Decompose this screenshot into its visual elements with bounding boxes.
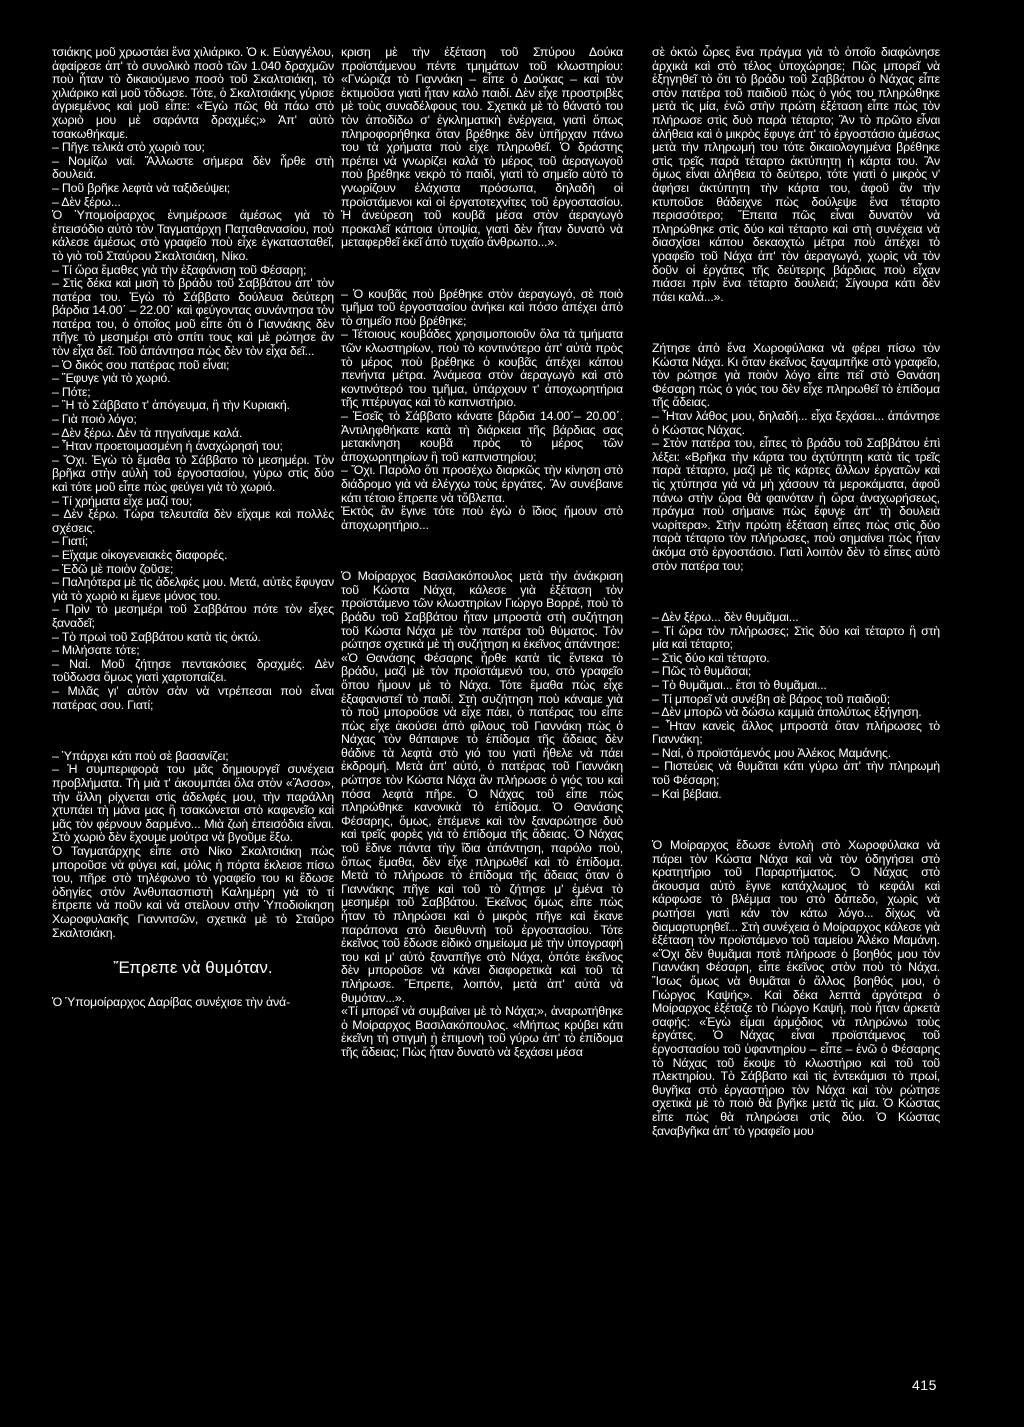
paragraph: – Ἦταν προετοιμασμένη ἡ ἀναχώρησή του;: [52, 439, 283, 454]
paragraph: – Τί χρήματα εἶχε μαζί του;: [52, 493, 193, 508]
paragraph: – Μιλᾶς γι' αὐτὸν σὰν νὰ ντρέπεσαι ποὺ εἶναι πατέρας σου. Γιατί;: [52, 683, 334, 712]
paragraph: «Ὁ Θανάσης Φέσαρης ἦρθε κατὰ τὶς ἔντεκα τὸ βράδυ, μαζὶ μὲ τὸν προϊστάμενό του, στὸ γραφεῖο ὅπου ἤμουν μὲ τὸ Νάχα. Τότε ἔμαθα πὼς εἶχε ἐξαφανιστεῖ τὸ παιδί. Στὴ συζήτηση ποὺ κάναμε γιὰ τὸ ποῦ μποροῦσε νὰ εἶχε πάει, ὁ πατέρας του εἶπε πὼς εἶχε ἀκούσει ἀπὸ φίλους τοῦ Γιαννάκη πὼς ὁ Νάχας τὸν θάπαιρνε τὸ ἐπίδομα τῆς ἄδειας δὲν θάδινε τὰ λεφτὰ στὸ γιό του γιατὶ ἤθελε νὰ πάει ἐκδρομή. Μετὰ ἀπ' αὐτό, ὁ πατέρας τοῦ Γιαννάκη ρώτησε τὸν Κώστα Νάχα ἂν πλήρωσε ὁ γιός του καὶ πόσα λεφτὰ πῆρε. Ὁ Νάχας τοῦ εἶπε πὼς πληρώθηκε κανονικὰ τὸ ἐπίδομα. Ὁ Θανάσης Φέσαρης, ὅμως, ἐπέμενε καὶ τὸν ξαναρώτησε δυὸ καὶ τρεῖς φορὲς γιὰ τὸ ἐπίδομα τῆς ἄδειας. Ὁ Νάχας τοῦ ἔδινε πάντα τὴν ἴδια ἀπάντηση, παρόλο ποὺ, ὅπως ἔμαθα, δὲν εἶχε πληρωθεῖ καὶ τὸ ἐπίδομα. Μετὰ τὸ πλήρωσε τὸ ἐπίδομα τῆς ἄδειας ὅταν ὁ Γιαννάκης πῆγε καὶ τοῦ τὸ ζήτησε μ' ἐμένα τὸ μεσημέρι τοῦ Σαββάτου. Ἐκεῖνος ὅμως εἶπε πὼς ἦταν τὸ πληρώσει καὶ ὁ μικρὸς πῆγε καὶ ἔκανε παράπονα στὸ διευθυντὴ τοῦ ἐργοστασίου. Τότε ἐκεῖνος τοῦ ἔδωσε εἰδικὸ σημείωμα μὲ τὴν ὑπογραφή του καὶ μ' αὐτὸ ξαναπῆγε στὸ Νάχα, ὁπότε ἐκεῖνος δὲν μποροῦσε νὰ κάνει διαφορετικὰ καὶ τοῦ τὰ πλήρωσε. Ἔπρεπε, λοιπόν, μετὰ ἀπ' αὐτὰ νὰ θυμόταν...».: [341, 650, 623, 1005]
page-number: 415: [912, 1377, 937, 1393]
paragraph: – Τί ὥρα ἔμαθες γιὰ τὴν ἐξαφάνιση τοῦ Φέσαρη;: [52, 262, 307, 277]
paragraph-gap: [652, 586, 940, 599]
paragraph: Ὁ Μοίραρχος ἔδωσε ἐντολὴ στὸ Χωροφύλακα νὰ πάρει τὸν Κώστα Νάχα καὶ νὰ τὸν ὁδηγήσει στὸ κρατητήριο τοῦ Παραρτήματος. Ὁ Νάχας στὸ ἄκουσμα αὐτὸ ἔγινε κατάχλωμος τὸ κεφάλι καὶ κάρφωσε τὸ βλέμμα του στὸ δάπεδο, χωρὶς νὰ ρωτήσει γιατὶ κάν τὸν κάτω λόγο... δίχως νὰ διαμαρτυρηθεῖ... Στὴ συνέχεια ὁ Μοίραρχος κάλεσε γιὰ ἐξέταση τὸν προϊστάμενο τοῦ ταμείου Ἀλέκο Μαμάνη. «Ὄχι δὲν θυμᾶμαι ποτὲ πλήρωσε ὁ βοηθός μου τὸν Γιαννάκη Φέσαρη, εἶπε ἐκεῖνος στὸν ποὺ τὸ Νάχα. Ἴσως ὅμως νὰ θυμᾶται ὁ ἄλλος βοηθός μου, ὁ Γιώργος Καψής». Καὶ δέκα λεπτὰ ἀργότερα ὁ Μοίραρχος ἐξέταζε τὸ Γιώργο Καψή, ποὺ ἦταν ἀρκετὰ σαφής: «Ἐγὼ εἶμαι ἀρμόδιος νὰ πληρώνω τοὺς ἐργάτες. Ὁ Νάχας εἶναι προϊστάμενος τοῦ ἐργοστασίου τοῦ ὑφαντηρίου – εἶπε – ἐνῶ ὁ Φέσαρης τὸ Νάχας τοῦ ἔκοψε τὸ κλωστήριο καὶ τοῦ τοῦ πλεκτηρίου. Τὸ Σάββατο καὶ τὶς ἐντεκάμισι τὸ πρωί, θυγῆκα στὸ ἐργαστήριο τὸν Νάχα καὶ τὸν ρώτησε σχετικὰ μὲ τὸ ποιὸ θὰ βγῆκε μετὰ τὶς μία. Ὁ Κώστας εἶπε πὼς θὰ πληρώσει στὶς δύο. Ὁ Κώστας ξαναβγῆκα ἀπ' τὸ γραφεῖο μου: [652, 838, 940, 1138]
paragraph: – Δὲν ξέρω. Δὲν τὰ πηγαίναμε καλά.: [52, 425, 243, 440]
paragraph: – Πότε;: [52, 384, 91, 399]
paragraph: – Πῆγε τελικὰ στὸ χωριὸ του;: [52, 140, 205, 155]
paragraph: – Τὸ θυμᾶμαι... ἔτσι τὸ θυμᾶμαι...: [652, 677, 827, 692]
heading-gap: [52, 940, 334, 958]
paragraph: Ὁ Ταγματάρχης εἶπε στὸ Νίκο Σκαλτσιάκη πὼς μποροῦσε νὰ φύγει καί, μόλις ἡ πόρτα ἔκλεισε πίσω του, πῆρε στὸ τηλέφωνο τὸ γραφεῖο του κι ἔδωσε ὁδηγίες στὸν Ἀνθυπασπιστὴ Καλημέρη γιὰ τὸ τί ἔπρεπε νὰ ποῦν καὶ νὰ στείλουν στὴν Ὑποδιοίκηση Χωροφυλακῆς Γιαννιτσῶν, σχετικὰ μὲ τὸ Σταῦρο Σκαλτσιάκη.: [52, 844, 334, 940]
text-column-2: [341, 46, 623, 1060]
text-column-3: [652, 46, 940, 1138]
paragraph: – Εἴχαμε οἰκογενειακὲς διαφορές.: [52, 547, 228, 562]
paragraph-gap: [652, 317, 940, 330]
paragraph: – Ὁ κουβᾶς ποὺ βρέθηκε στὸν ἀεραγωγό, σὲ ποιὸ τμῆμα τοῦ ἐργοστασίου ἀνήκει καὶ πόσο ἀπέχει ἀπὸ τὸ σημεῖο ποὺ βρέθηκε;: [341, 286, 623, 328]
paragraph-gap: [52, 724, 334, 737]
paragraph: – Ὄχι. Ἐγὼ τὸ ἔμαθα τὸ Σάββατο τὸ μεσημέρι. Τὸν βρῆκα στὴν αὐλὴ τοῦ ἐργοστασίου, γύρω στὶς δύο καὶ τότε μοῦ εἶπε πὼς φεύγει γιὰ τὸ χωριό.: [52, 452, 334, 494]
paragraph: – Ναί. Μοῦ ζήτησε πεντακόσιες δραχμές. Δὲν τοῦδωσα ὅμως γιατὶ χαρτοπαίζει.: [52, 656, 334, 685]
closing-line: Ὁ Ὑπομοίραρχος Δαρίβας συνέχισε τὴν ἀνά-: [52, 995, 290, 1010]
paragraph: σὲ ὀκτὼ ὧρες ἕνα πράγμα γιὰ τὸ ὁποῖο διαφώνησε ἀρχικὰ καὶ στὸ τέλος ὑποχώρησε; Πῶς μπορεῖ νὰ ἐξηγηθεῖ τὸ ὅτι τὸ βράδυ τοῦ Σαββάτου ὁ Νάχας εἶπε στὸν πατέρα τοῦ παιδιοῦ πὼς ὁ γιός του πληρώθηκε μετὰ τὶς μία, ἐνῶ στὴν πρώτη ἐξέταση εἶπε πὼς τὸν πλήρωσε στὶς δυὸ παρὰ τέταρτο; Ἂν τὸ πρῶτο εἶναι ἀλήθεια καὶ ὁ μικρὸς ἔφυγε ἀπ' τὸ ἐργοστάσιο ἀμέσως μετὰ τὴν πληρωμή του τότε δικαιολογημένα βρέθηκε στὶς τρεῖς παρὰ τέταρτο ἀκτύπητη ἡ κάρτα του. Ἂν ὅμως εἶναι ἀλήθεια τὸ δεύτερο, τότε γιατὶ ὁ μικρὸς ν' ἀφήσει ἀκτύπητη τὴν κάρτα του, ἀφοῦ ἂν τὴν κτυποῦσε θάδειχνε πὼς δούλεψε ἕνα τέταρτο περισσότερο; Ἔπειτα πῶς εἶναι δυνατὸν νὰ πληρώθηκε στὶς δύο καὶ τέταρτο καὶ στὴ συνέχεια νὰ διασχίσει κάπου δεκαοχτὼ μέτρα ποὺ ἀπέχει τὸ γραφεῖο τοῦ Νάχα ἀπ' τὸν ἀεραγωγό, χωρὶς νὰ τὸν δοῦν οἱ ἐργάτες τῆς δεύτερης βάρδιας ποὺ εἶχαν πιάσει πρὶν ἕνα τέταρτο δουλειά; Σίγουρα κάτι δὲν πάει καλά...».: [652, 45, 940, 304]
paragraph: – Δὲν ξέρω... δὲν θυμᾶμαι...: [652, 609, 799, 624]
paragraph: – Ἐσεῖς τὸ Σάββατο κάνατε βάρδια 14.00΄– 20.00΄. Ἀντιληφθήκατε κατὰ τὴ διάρκεια τῆς βάρδιας σας μετακίνηση κουβᾶ πρὸς τὸ μέρος τῶν ἀποχωρητηρίων ἢ τοῦ καπνιστηρίου;: [341, 409, 623, 464]
paragraph: – Τέτοιους κουβάδες χρησιμοποιοῦν ὅλα τὰ τμήματα τῶν κλωστηρίων, ποὺ τὸ κοντινότερο ἀπ' αὐτὰ πρὸς τὸ μέρος ποὺ βρέθηκε ὁ κουβᾶς ἀπέχει κάπου πενήντα μέτρα. Ἀνάμεσα στὸν ἀεραγωγὸ καὶ στὸ κοντινότερό του τμῆμα, ὑπάρχουν τ' ἀποχωρητήρια τῆς πτέρυγας καὶ τὸ καπνιστήριο.: [341, 327, 623, 410]
paragraph: τσιάκης μοῦ χρωστάει ἕνα χιλιάρικο. Ὁ κ. Εὐαγγέλου, ἀφαίρεσε ἀπ' τὸ συνολικὸ ποσὸ τῶν 1.040 δραχμῶν ποὺ ἦταν τὸ δικαιούμενο ποσὸ τοῦ Σκαλτσιάκη, τὸ χιλιάρικο καὶ μοῦ τὄδωσε. Τότε, ὁ Σκαλτσιάκης γύρισε ἀγριεμένος καὶ μοῦ εἶπε: «Ἐγὼ πῶς θὰ πάω στὸ χωριὸ μου μὲ σαράντα δραχμές;» Ἀπ' αὐτὸ τσακωθήκαμε.: [52, 45, 334, 141]
paragraph: – Ἦταν κανεὶς ἄλλος μπροστὰ ὅταν πλήρωσες τὸ Γιαννάκη;: [652, 718, 940, 747]
paragraph: – Ὄχι. Παρόλο ὅτι προσέχω διαρκῶς τὴν κίνηση στὸ διάδρομο γιὰ νὰ ἐλέγχω τοὺς ἐργάτες. Ἂν συνέβαινε κάτι τέτοιο ἔπρεπε νὰ τὄβλεπα.: [341, 463, 623, 505]
paragraph: – Μιλήσατε τότε;: [52, 643, 140, 658]
paragraph: – Γιὰ ποιὸ λόγο;: [52, 412, 137, 427]
paragraph: Ὁ Μοίραρχος Βασιλακόπουλος μετὰ τὴν ἀνάκριση τοῦ Κώστα Νάχα, κάλεσε γιὰ ἐξέταση τὸν προϊστάμενο τῶν κλωστηρίων Γιώργο Βορρέ, ποὺ τὸ βράδυ τοῦ Σαββάτου ἦταν μπροστὰ στὴ συζήτηση τοῦ Κώστα Νάχα μὲ τὸν πατέρα τοῦ θύματος. Τὸν ρώτησε σχετικὰ μὲ τὴ συζήτηση κι ἐκεῖνος ἀπάντησε:: [341, 569, 623, 652]
section-heading: Ἔπρεπε νὰ θυμόταν.: [113, 958, 273, 978]
paragraph: – Ἢ τὸ Σάββατο τ' ἀπόγευμα, ἢ τὴν Κυριακή.: [52, 398, 290, 413]
paragraph-gap: [652, 814, 940, 827]
paragraph: – Στὸν πατέρα του, εἶπες τὸ βράδυ τοῦ Σαββάτου ἐπὶ λέξει: «Βρῆκα τὴν κάρτα του ἀχτύπητη κατὰ τὶς τρεῖς παρὰ τέταρτο, μαζὶ μὲ τὶς κάρτες ἄλλων ἐργατῶν καὶ τὶς χτύπησα γιὰ νὰ μὴ χάσουν τὰ μεροκάματα, ἀφοῦ πάνω στὴν ὥρα θὰ φαινόταν ἡ ὥρα ἀναχωρήσεως, πράγμα ποὺ σήμαινε πὼς ἔφυγε ἀπ' τὴ δουλειὰ νωρίτερα». Στὴν πρώτη ἐξέταση εἶπες πὼς στὶς δύο παρὰ τέταρτο τὸν πλήρωσες, ποὺ σημαίνει πὼς ἦταν ἀκόμα στὸ ἐργοστάσιο. Γιατὶ λοιπὸν δὲν τὸ εἶπες αὐτὸ στὸν πατέρα του;: [652, 436, 940, 573]
paragraph: – Στὶς δέκα καὶ μισὴ τὸ βράδυ τοῦ Σαββάτου ἀπ' τὸν πατέρα του. Ἐγὼ τὸ Σάββατο δούλευα δεύτερη βάρδια 14.00΄ – 22.00΄ καὶ φεύγοντας συνάντησα τὸν πατέρα του, ὁ ὁποῖος μοῦ εἶπε ὅτι ὁ Γιαννάκης δὲν πῆγε τὸ μεσημέρι στὸ σπίτι τους καὶ μὲ ρώτησε ἂν τὸν εἶχα δεῖ. Τοῦ ἀπάντησα πὼς δὲν τὸν εἶχα δεῖ...: [52, 276, 334, 359]
paragraph: «Τί μπορεῖ νὰ συμβαίνει μὲ τὸ Νάχα;», ἀναρωτήθηκε ὁ Μοίραρχος Βασιλακόπουλος. «Μήπως κρύβει κάτι ἐκεῖνη τὴ στιγμὴ ἡ ἐπιμονὴ τοῦ γύρω ἀπ' τὸ ἐπίδομα τῆς ἄδειας; Πὼς ἦταν δυνατὸ νὰ ξεχάσει μέσα: [341, 1004, 623, 1059]
paragraph: Ὁ Ὑπομοίραρχος ἐνημέρωσε ἀμέσως γιὰ τὸ ἐπεισόδιο αὐτὸ τὸν Ταγματάρχη Παπαθανασίου, ποὺ κάλεσε ἀμέσως στὸ γραφεῖο ποὺ εἶχε ἐγκατασταθεῖ, τὸ γιὸ τοῦ Σταύρου Σκαλτσιάκη, Νίκο.: [52, 208, 334, 263]
paragraph: – Πιστεύεις νὰ θυμᾶται κάτι γύρω ἀπ' τὴν πληρωμὴ τοῦ Φέσαρη;: [652, 759, 940, 788]
paragraph: – Παληότερα μὲ τὶς ἀδελφές μου. Μετά, αὐτὲς ἔφυγαν γιὰ τὸ χωριὸ κι ἔμενε μόνος του.: [52, 575, 334, 603]
paragraph: – Ἦταν λάθος μου, δηλαδή... εἶχα ξεχάσει... ἀπάντησε ὁ Κώστας Νάχας.: [652, 409, 940, 437]
paragraph: – Τί μπορεῖ νὰ συνέβη σὲ βάρος τοῦ παιδιοῦ;: [652, 691, 890, 706]
text-column-1: [52, 46, 334, 1010]
paragraph: – Ἐδῶ μὲ ποιὸν ζοῦσε;: [52, 561, 174, 576]
heading-gap: [52, 978, 334, 996]
paragraph: – Ὁ δικός σου πατέρας ποῦ εἶναι;: [52, 357, 230, 372]
paragraph: – Ἔφυγε γιὰ τὸ χωριό.: [52, 371, 171, 386]
paragraph: – Ἡ συμπεριφορὰ του μᾶς δημιουργεῖ συνέχεια προβλήματα. Τὴ μιὰ τ' ἀκουμπάει ὅλα στὸν «Ἄσσο», τὴν ἄλλη ρίχνεται στὶς ἀδελφές μου, τὴν παράλλη χτυπάει τὴ μάνα μας ἢ τσακώνεται στὸ καφενεῖο καὶ μᾶς τὸν φέρνουν δαρμένο... Μιὰ ζωὴ ἐπεισόδια εἶναι. Στὸ χωριὸ δὲν ἔχουμε μούτρα νὰ βγοῦμε ἔξω.: [52, 762, 334, 845]
paragraph: Ἐκτὸς ἂν ἔγινε τότε ποὺ ἐγὼ ὁ ἴδιος ἤμουν στὸ ἀποχωρητήριο...: [341, 504, 623, 532]
paragraph: – Τί ὥρα τὸν πλήρωσες; Στὶς δύο καὶ τέταρτο ἢ στὴ μία καὶ τέταρτο;: [652, 623, 940, 652]
paragraph: – Δὲν ξέρω. Τώρα τελευταῖα δὲν εἴχαμε καὶ πολλὲς σχέσεις.: [52, 507, 334, 535]
paragraph: – Στὶς δύο καὶ τέταρτο.: [652, 650, 770, 665]
paragraph: – Δὲν ξέρω...: [52, 194, 121, 209]
paragraph: Ζήτησε ἀπὸ ἕνα Χωροφύλακα νὰ φέρει πίσω τὸν Κώστα Νάχα. Κι ὅταν ἐκεῖνος ξαναμπῆκε στὸ γραφεῖο, τὸν ρώτησε γιὰ ποιὸν λόγο εἶπε πεῖ στὸ Θανάση Φέσαρη πὼς ὁ γιός του δὲν εἶχε πληρωθεῖ τὸ ἐπίδομα τῆς ἄδειας.: [652, 341, 940, 410]
paragraph: – Ὑπάρχει κάτι ποὺ σὲ βασανίζει;: [52, 748, 229, 763]
paragraph: – Πρὶν τὸ μεσημέρι τοῦ Σαββάτου πότε τὸν εἶχες ξαναδεῖ;: [52, 602, 334, 630]
paragraph: – Καὶ βέβαια.: [652, 786, 722, 801]
paragraph: – Δὲν μπορῶ νὰ δώσω καμμιὰ ἀπολύτως ἐξήγηση.: [652, 705, 922, 720]
paragraph-gap: [341, 262, 623, 275]
paragraph: – Ποῦ βρῆκε λεφτὰ νὰ ταξιδεύψει;: [52, 180, 231, 195]
paragraph: – Πῶς τὸ θυμᾶσαι;: [652, 664, 752, 679]
paragraph: – Γιατί;: [52, 534, 89, 549]
paragraph: – Τὸ πρωὶ τοῦ Σαββάτου κατὰ τὶς ὀκτώ.: [52, 629, 261, 644]
paragraph-gap: [341, 545, 623, 558]
paragraph: – Ναί, ὁ προϊστάμενός μου Ἀλέκος Μαμάνης.: [652, 745, 892, 760]
paragraph: – Νομίζω ναί. Ἄλλωστε σήμερα δὲν ἦρθε στὴ δουλειά.: [52, 153, 334, 182]
paragraph: κριση μὲ τὴν ἐξέταση τοῦ Σπύρου Δούκα προϊστάμενου πέντε τμημάτων τοῦ κλωστηρίου: «Γνώριζα τὸ Γιαννάκη – εἶπε ὁ Δούκας – καὶ τὸν ἐκτιμοῦσα γιατὶ ἦταν καλὸ παιδί. Δὲν εἶχε προστριβὲς μὲ τοὺς συναδέλφους του. Σχετικὰ μὲ τὸ θάνατό του τὸν ἀποδίδω σ' ἐγκληματικὴ ἐνέργεια, γιατὶ ὅπως πληροφορήθηκα ὅταν βρέθηκε δὲν ὑπῆρχαν πάνω του τὰ χρήματα ποὺ εἶχε πληρωθεῖ. Ὁ δράστης πρέπει νὰ γνωρίζει καλὰ τὸ μέρος τοῦ ἀεραγωγοῦ ποὺ βρέθηκε νεκρὸ τὸ παιδί, γιατὶ τὸ σημεῖο αὐτὸ τὸ γνωρίζουν ἐλάχιστα πρόσωπα, δηλαδὴ οἱ προϊστάμενοι καὶ οἱ ἐργατοτεχνίτες τοῦ ἐργοστασίου. Ἡ ἀνεύρεση τοῦ κουβᾶ μέσα στὸν ἀεραγωγὸ προκαλεῖ κάποια ὑποψία, γιατὶ δὲν ἦταν δυνατὸ νὰ μεταφερθεῖ ἐκεῖ ἀπὸ τυχαῖο ἄνθρωπο...».: [341, 45, 623, 250]
